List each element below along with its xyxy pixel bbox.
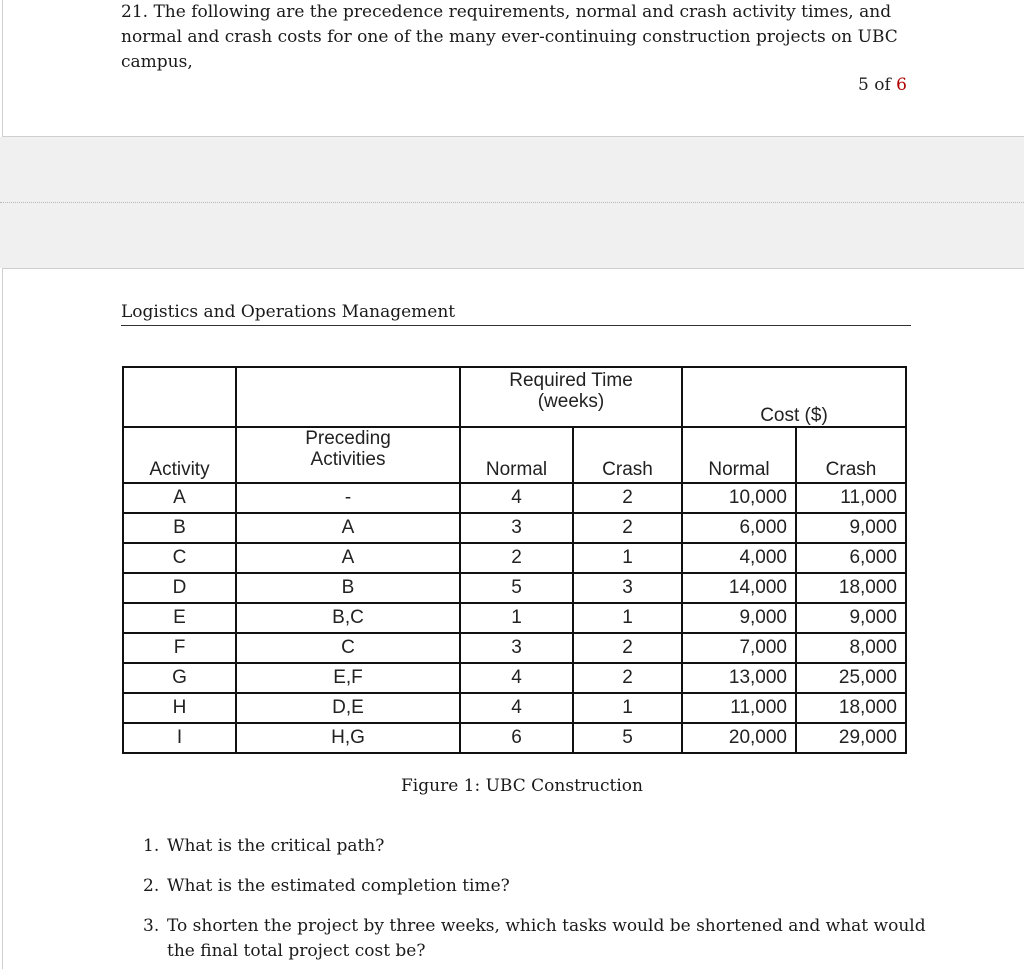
table-cell: 4 <box>460 693 573 723</box>
column-header: Crash <box>573 427 682 483</box>
question-item: 1. What is the critical path? <box>143 836 385 856</box>
table-cell: 2 <box>460 543 573 573</box>
table-cell: 2 <box>573 483 682 513</box>
table-cell: 4,000 <box>682 543 796 573</box>
table-cell: B <box>123 513 236 543</box>
page-gap <box>0 137 1024 268</box>
page-of-label: of <box>874 75 891 95</box>
table-cell: 3 <box>460 513 573 543</box>
table-cell: 9,000 <box>682 603 796 633</box>
blank-header-cell <box>123 367 236 427</box>
table-cell: C <box>123 543 236 573</box>
header-rule <box>121 325 911 326</box>
intro-number: 21. <box>121 2 149 22</box>
table-cell: H,G <box>236 723 460 753</box>
table-cell: B,C <box>236 603 460 633</box>
table-cell: 29,000 <box>796 723 906 753</box>
table-cell: 2 <box>573 663 682 693</box>
table-cell: 1 <box>573 693 682 723</box>
column-header: Normal <box>460 427 573 483</box>
table-cell: H <box>123 693 236 723</box>
table-cell: 7,000 <box>682 633 796 663</box>
table-cell: 14,000 <box>682 573 796 603</box>
table-cell: 2 <box>573 633 682 663</box>
table-cell: 6,000 <box>682 513 796 543</box>
table-row <box>123 483 906 513</box>
table-row <box>123 693 906 723</box>
figure-caption: Figure 1: UBC Construction <box>401 776 643 796</box>
blank-header-cell <box>236 367 460 427</box>
table-row <box>123 723 906 753</box>
total-pages: 6 <box>896 75 907 95</box>
running-header: Logistics and Operations Management <box>121 302 456 322</box>
column-header: Activity <box>123 427 236 483</box>
table-cell: 20,000 <box>682 723 796 753</box>
table-cell: 6,000 <box>796 543 906 573</box>
table-cell: 1 <box>460 603 573 633</box>
table-cell: A <box>123 483 236 513</box>
table-row <box>123 603 906 633</box>
required-time-header: Required Time (weeks) <box>460 367 682 427</box>
table-cell: 5 <box>460 573 573 603</box>
table-cell: G <box>123 663 236 693</box>
table-cell: 9,000 <box>796 603 906 633</box>
table-cell: 3 <box>460 633 573 663</box>
table-group-header-row <box>123 367 906 427</box>
question-item: 2. What is the estimated completion time? <box>143 876 510 896</box>
column-header: Crash <box>796 427 906 483</box>
table-cell: D,E <box>236 693 460 723</box>
column-header: Normal <box>682 427 796 483</box>
table-cell: A <box>236 513 460 543</box>
table-cell: 6 <box>460 723 573 753</box>
table-cell: 10,000 <box>682 483 796 513</box>
table-cell: 1 <box>573 543 682 573</box>
table-cell: A <box>236 543 460 573</box>
table-cell: 8,000 <box>796 633 906 663</box>
column-header: Preceding Activities <box>236 427 460 483</box>
page-indicator <box>858 75 907 95</box>
intro-text: The following are the precedence requirements, normal and crash activity times, and normal and crash costs for one of the many ever-continuing construction projects on UBC campus, <box>121 2 898 72</box>
page-break-line <box>0 202 1024 203</box>
table-cell: 11,000 <box>796 483 906 513</box>
current-page: 5 <box>858 75 869 95</box>
table-cell: 18,000 <box>796 693 906 723</box>
table-cell: 4 <box>460 663 573 693</box>
question-item: 3. To shorten the project by three weeks, which tasks would be shortened and what would the final total project cost be? <box>143 916 926 961</box>
intro-paragraph <box>121 0 921 75</box>
table-column-header-row <box>123 427 906 483</box>
table-cell: D <box>123 573 236 603</box>
table-cell: 9,000 <box>796 513 906 543</box>
table-row <box>123 573 906 603</box>
table-cell: C <box>236 633 460 663</box>
table-cell: 13,000 <box>682 663 796 693</box>
table-cell: 18,000 <box>796 573 906 603</box>
question-list <box>143 834 933 979</box>
table-row <box>123 633 906 663</box>
table-cell: F <box>123 633 236 663</box>
table-cell: - <box>236 483 460 513</box>
table-cell: B <box>236 573 460 603</box>
table-cell: 3 <box>573 573 682 603</box>
table-cell: 25,000 <box>796 663 906 693</box>
table-cell: 2 <box>573 513 682 543</box>
table-cell: E,F <box>236 663 460 693</box>
table-row <box>123 663 906 693</box>
cost-header: Cost ($) <box>682 367 906 427</box>
table-cell: 5 <box>573 723 682 753</box>
table-cell: I <box>123 723 236 753</box>
table-cell: 11,000 <box>682 693 796 723</box>
table-cell: E <box>123 603 236 633</box>
table-cell: 4 <box>460 483 573 513</box>
table-row <box>123 513 906 543</box>
table-row <box>123 543 906 573</box>
table-cell: 1 <box>573 603 682 633</box>
activity-table <box>122 366 907 754</box>
